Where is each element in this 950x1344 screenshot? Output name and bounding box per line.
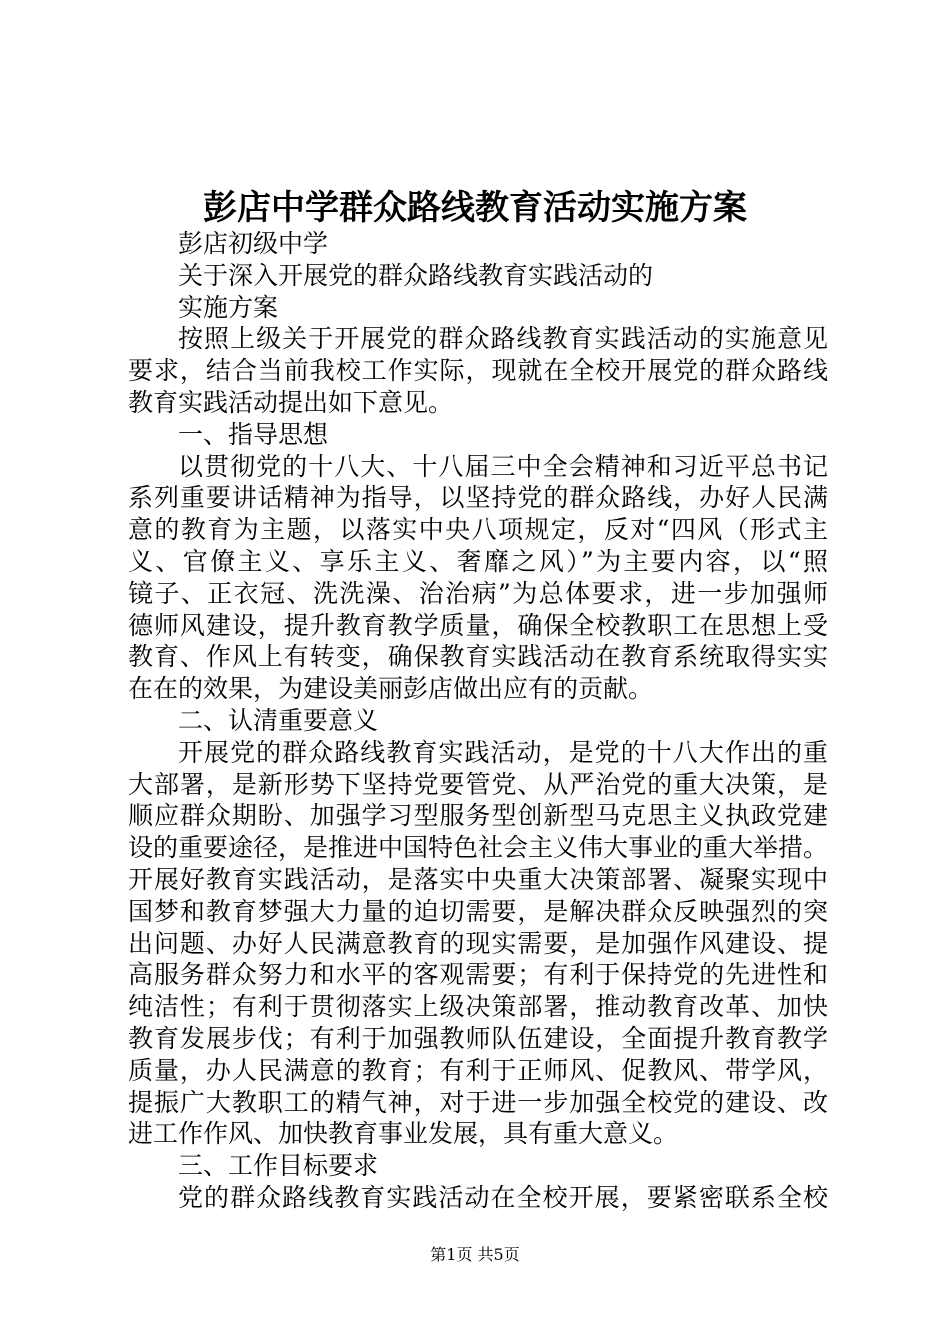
section-heading: 三、工作目标要求 xyxy=(178,1151,379,1181)
paragraph-line: 设的重要途径，是推进中国特色社会主义伟大事业的重大举措。 xyxy=(128,833,829,863)
paragraph-line: 提振广大教职工的精气神，对于进一步加强全校党的建设、改 xyxy=(128,1087,828,1117)
paragraph-line: 纯洁性；有利于贯彻落实上级决策部署，推动教育改革、加快 xyxy=(128,992,828,1022)
paragraph-line: 义、官僚主义、享乐主义、奢靡之风）”为主要内容，以“照 xyxy=(128,546,828,576)
school-name-line: 彭店初级中学 xyxy=(178,229,329,258)
paragraph-line: 教育实践活动提出如下意见。 xyxy=(128,387,454,417)
paragraph-line: 系列重要讲话精神为指导，以坚持党的群众路线，办好人民满 xyxy=(128,483,828,513)
paragraph-line: 镜子、正衣冠、洗洗澡、治治病”为总体要求，进一步加强师 xyxy=(128,578,828,608)
section-heading: 二、认清重要意义 xyxy=(178,705,379,735)
paragraph-line: 教育、作风上有转变，确保教育实践活动在教育系统取得实实 xyxy=(128,642,828,672)
paragraph-line: 大部署，是新形势下坚持党要管党、从严治党的重大决策，是 xyxy=(128,769,828,799)
paragraph-line: 开展党的群众路线教育实践活动，是党的十八大作出的重 xyxy=(178,737,828,767)
paragraph-line: 德师风建设，提升教育教学质量，确保全校教职工在思想上受 xyxy=(128,610,828,640)
paragraph-line: 高服务群众努力和水平的客观需要；有利于保持党的先进性和 xyxy=(128,960,828,990)
paragraph-line: 开展好教育实践活动，是落实中央重大决策部署、凝聚实现中 xyxy=(128,864,828,894)
paragraph-line: 出问题、办好人民满意教育的现实需要，是加强作风建设、提 xyxy=(128,928,828,958)
paragraph-line: 党的群众路线教育实践活动在全校开展，要紧密联系全校 xyxy=(178,1182,828,1212)
paragraph-line: 质量，办人民满意的教育；有利于正师风、促教风、带学风， xyxy=(128,1055,828,1085)
page-number-footer: 第1页 共5页 xyxy=(430,1245,520,1264)
document-title: 彭店中学群众路线教育活动实施方案 xyxy=(203,188,747,228)
document-body xyxy=(128,228,828,1214)
plan-subtitle-line: 关于深入开展党的群众路线教育实践活动的 xyxy=(178,260,654,290)
paragraph-line: 教育发展步伐；有利于加强教师队伍建设，全面提升教育教学 xyxy=(128,1023,828,1053)
paragraph-line: 以贯彻党的十八大、十八届三中全会精神和习近平总书记 xyxy=(178,451,828,481)
paragraph-line: 国梦和教育梦强大力量的迫切需要，是解决群众反映强烈的突 xyxy=(128,896,828,926)
plan-subtitle-line: 实施方案 xyxy=(178,292,279,322)
paragraph-line: 要求，结合当前我校工作实际，现就在全校开展党的群众路线 xyxy=(128,356,828,386)
paragraph-line: 在在的效果，为建设美丽彭店做出应有的贡献。 xyxy=(128,674,654,704)
paragraph-line: 顺应群众期盼、加强学习型服务型创新型马克思主义执政党建 xyxy=(128,801,828,831)
section-heading: 一、指导思想 xyxy=(178,419,329,449)
paragraph-line: 进工作作风、加快教育事业发展，具有重大意义。 xyxy=(128,1119,679,1149)
paragraph-line: 意的教育为主题，以落实中央八项规定，反对“四风（形式主 xyxy=(128,515,828,545)
paragraph-line: 按照上级关于开展党的群众路线教育实践活动的实施意见 xyxy=(178,324,828,354)
